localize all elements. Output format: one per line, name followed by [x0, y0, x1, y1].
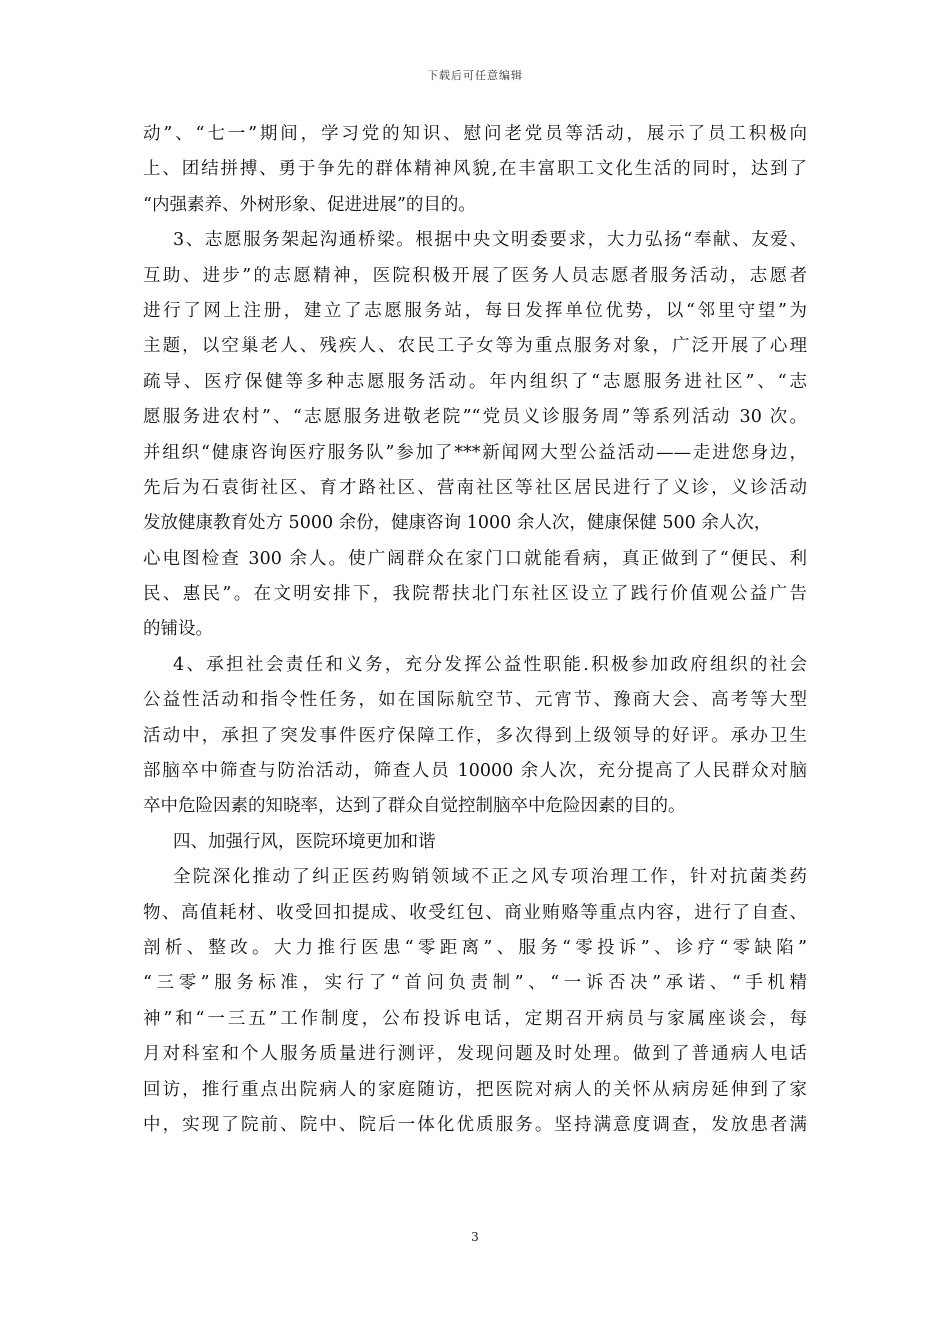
- text-line: 动”、“七一”期间，学习党的知识、慰问老党员等活动，展示了员工积极向: [143, 124, 807, 144]
- text-line: 愿服务进农村”、“志愿服务进敬老院”“党员义诊服务周”等系列活动 30 次。: [143, 407, 807, 428]
- text-line: 主题，以空巢老人、残疾人、农民工子女等为重点服务对象，广泛开展了心理: [143, 336, 807, 357]
- text-line: 发放健康教育处方 5000 余份，健康咨询 1000 余人次，健康保健 500 余人次，: [143, 513, 772, 534]
- text-line: 疏导、医疗保健等多种志愿服务活动。年内组织了“志愿服务进社区”、“志: [143, 371, 807, 392]
- text-line: 进行了网上注册，建立了志愿服务站，每日发挥单位优势，以“邻里守望”为: [143, 300, 807, 321]
- text-line: 中，实现了院前、院中、院后一体化优质服务。坚持满意度调查，发放患者满: [143, 1114, 807, 1135]
- page-header: 下载后可任意编辑: [427, 69, 523, 82]
- text-line: 4、承担社会责任和义务，充分发挥公益性职能.积极参加政府组织的社会: [173, 654, 807, 675]
- text-line: 神”和“一三五”工作制度，公布投诉电话，定期召开病员与家属座谈会，每: [143, 1008, 807, 1029]
- text-line: 四、加强行风，医院环境更加和谐: [173, 831, 436, 852]
- text-line: 民、惠民”。在文明安排下，我院帮扶北门东社区设立了践行价值观公益广告: [143, 584, 807, 605]
- text-line: 的铺设。: [143, 619, 213, 640]
- page-number: 3: [471, 1230, 479, 1244]
- text-line: “三零”服务标准，实行了“首问负责制”、“一诉否决”承诺、“手机精: [143, 973, 807, 994]
- text-line: 活动中，承担了突发事件医疗保障工作，多次得到上级领导的好评。承办卫生: [143, 725, 807, 746]
- text-line: 公益性活动和指令性任务，如在国际航空节、元宵节、豫商大会、高考等大型: [143, 690, 807, 711]
- text-line: 回访，推行重点出院病人的家庭随访，把医院对病人的关怀从病房延伸到了家: [143, 1079, 807, 1100]
- text-line: 月对科室和个人服务质量进行测评，发现问题及时处理。做到了普通病人电话: [143, 1044, 807, 1065]
- text-line: 3、志愿服务架起沟通桥梁。根据中央文明委要求，大力弘扬“奉献、友爱、: [173, 230, 807, 251]
- text-line: 心电图检查 300 余人。使广阔群众在家门口就能看病，真正做到了“便民、利: [143, 548, 807, 569]
- text-line: 剖析、整改。大力推行医患“零距离”、服务“零投诉”、诊疗“零缺陷”: [143, 937, 807, 958]
- text-line: 全院深化推动了纠正医药购销领域不正之风专项治理工作，针对抗菌类药: [173, 867, 807, 888]
- text-line: 先后为石袁街社区、育才路社区、营南社区等社区居民进行了义诊，义诊活动: [143, 477, 807, 498]
- text-line: 并组织“健康咨询医疗服务队”参加了***新闻网大型公益活动——走进您身边，: [143, 442, 807, 463]
- document-body: [143, 117, 807, 1143]
- text-line: 互助、进步”的志愿精神，医院积极开展了医务人员志愿者服务活动，志愿者: [143, 265, 807, 286]
- text-line: “内强素养、外树形象、促进进展”的目的。: [143, 194, 476, 215]
- text-line: 上、团结拼搏、勇于争先的群体精神风貌,在丰富职工文化生活的同时，达到了: [143, 159, 807, 180]
- text-line: 卒中危险因素的知晓率，达到了群众自觉控制脑卒中危险因素的目的。: [143, 796, 686, 817]
- text-line: 物、高值耗材、收受回扣提成、收受红包、商业贿赂等重点内容，进行了自查、: [143, 902, 807, 923]
- text-line: 部脑卒中筛查与防治活动，筛查人员 10000 余人次，充分提高了人民群众对脑: [143, 761, 807, 782]
